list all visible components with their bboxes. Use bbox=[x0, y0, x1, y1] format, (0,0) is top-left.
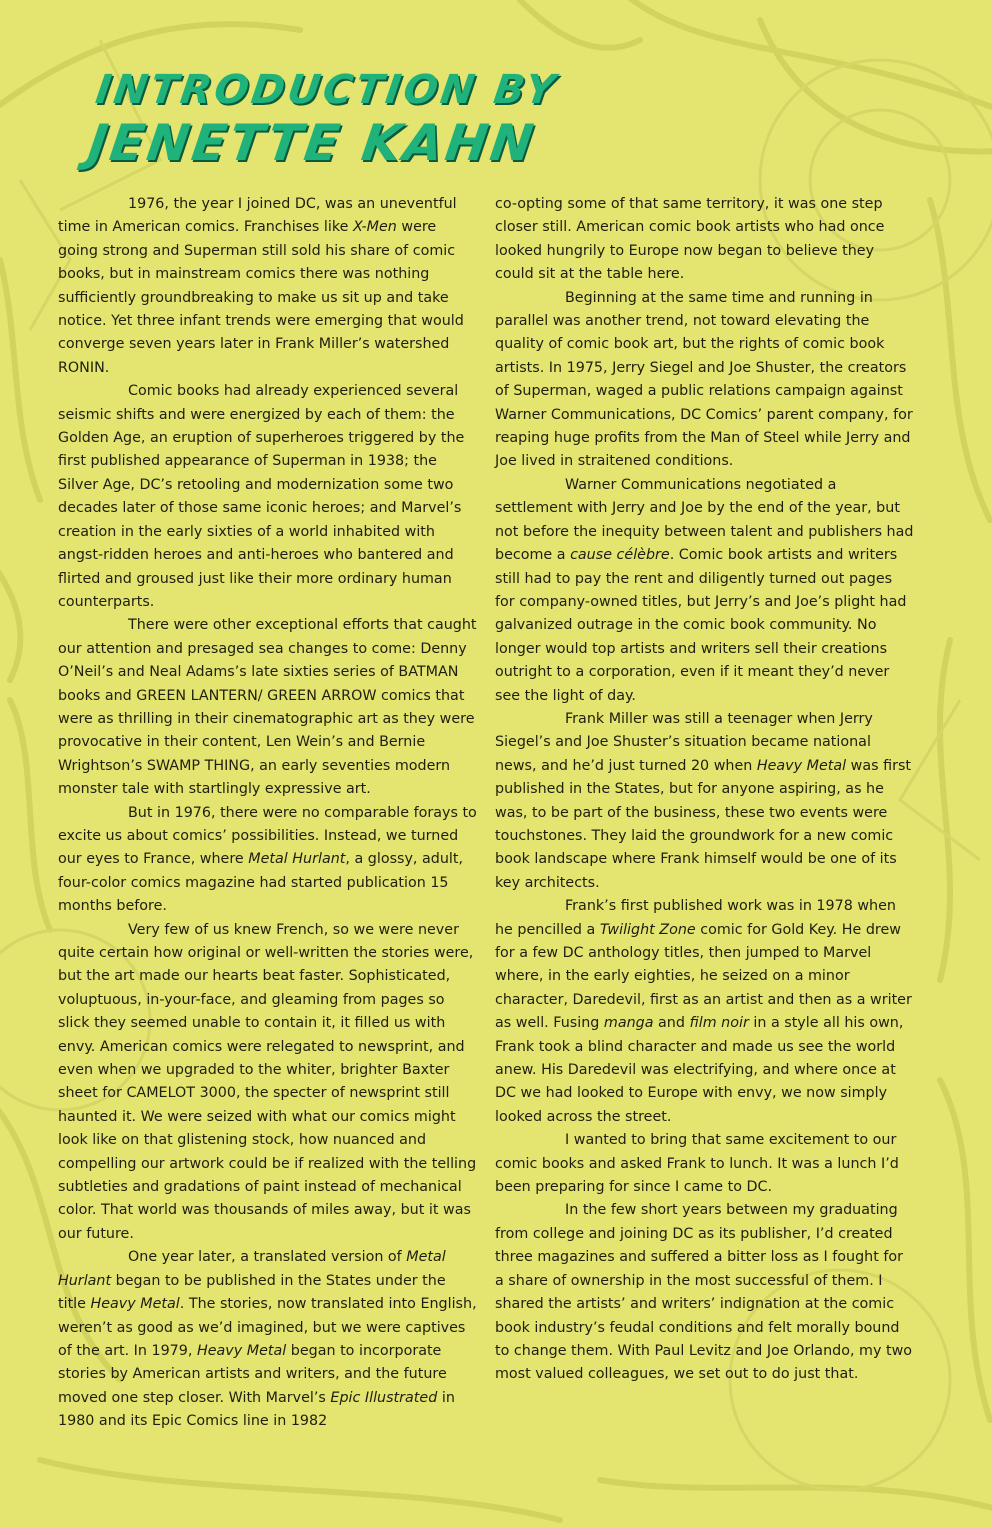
paragraph bbox=[495, 708, 915, 895]
text-run: In the few short years between my graduating from college and joining DC as its publisher, I’d created three magazines and suffered a bitter loss as I fought for a share of ownership in the most successful of them. I shared the artists’ and writers’ indignation at the comic book industry’s feudal conditions and felt morally bound to change them. With Paul Levitz and Joe Orlando, my two most valued colleagues, we set out to do just that. bbox=[495, 1202, 913, 1383]
text-run: Warner Communications negotiated a settlement with Jerry and Joe by the end of the year, but not before the inequity between talent and publishers had become a bbox=[495, 476, 914, 564]
paragraph bbox=[58, 380, 478, 614]
text-run: But in 1976, there were no comparable forays to excite us about comics’ possibilities. Instead, we turned our eyes to France, where bbox=[58, 804, 477, 868]
italic-text: film noir bbox=[689, 1015, 749, 1032]
text-run: comic for Gold Key. He drew for a few DC anthology titles, then jumped to Marvel where, in the early eighties, he seized on a minor character, Daredevil, first as an artist and then as a writer as well. Fusing bbox=[495, 921, 912, 1032]
text-run: Frank Miller was still a teenager when Jerry Siegel’s and Joe Shuster’s situation became national news, and he’d just turned 20 when bbox=[495, 710, 873, 774]
text-run: and bbox=[653, 1015, 690, 1032]
title-line-1: INTRODUCTION BY bbox=[92, 67, 561, 113]
italic-text: manga bbox=[603, 1015, 654, 1032]
text-run: I wanted to bring that same excitement to our comic books and asked Frank to lunch. It was a lunch I’d been preparing for since I came to DC. bbox=[495, 1132, 899, 1196]
paragraph bbox=[58, 614, 478, 801]
italic-text: Heavy Metal bbox=[196, 1342, 287, 1359]
right-text-column bbox=[495, 193, 915, 1387]
italic-text: Heavy Metal bbox=[756, 757, 847, 774]
italic-text: Metal Hurlant bbox=[248, 851, 346, 868]
text-run: There were other exceptional efforts that caught our attention and presaged sea changes to come: Denny O’Neil’s and Neal Adams’s late sixties series of BATMAN books and GREEN LANTERN/ GREEN ARROW comics that were as thrilling in their cinematographic art as they were provocative in their content, Len Wein’s and Bernie Wrightson’s SWAMP THING, an early seventies modern monster tale with startlingly expressive art. bbox=[58, 617, 477, 798]
paragraph bbox=[58, 1246, 478, 1433]
italic-text: Metal Hurlant bbox=[58, 1249, 446, 1289]
paragraph bbox=[495, 287, 915, 474]
text-run: 1976, the year I joined DC, was an uneventful time in American comics. Franchises like bbox=[58, 196, 457, 236]
left-text-column bbox=[58, 193, 478, 1434]
text-run: Very few of us knew French, so we were never quite certain how original or well-written the stories were, but the art made our hearts beat faster. Sophisticated, voluptuous, in-your-face, and gleaming from pages so slick they seemed unable to contain it, it filled us with envy. American comics were relegated to newsprint, and even when we upgraded to the whiter, brighter Baxter sheet for CAMELOT 3000, the specter of newsprint still haunted it. We were seized with what our comics might look like on that glistening stock, how nuanced and compelling our artwork could be if realized with the telling subtleties and gradations of paint instead of mechanical color. That world was thousands of miles away, but it was our future. bbox=[58, 921, 477, 1242]
italic-text: X-Men bbox=[352, 219, 397, 236]
text-run: Frank’s first published work was in 1978 when he pencilled a bbox=[495, 898, 896, 938]
italic-text: Epic Illustrated bbox=[330, 1389, 438, 1406]
text-run: . The stories, now translated into English, weren’t as good as we’d imagined, but we were captives of the art. In 1979, bbox=[58, 1296, 477, 1359]
text-run: in a style all his own, Frank took a blind character and made us see the world anew. His Daredevil was electrifying, and where once at DC we had looked to Europe with envy, we now simply looked across the street. bbox=[495, 1015, 904, 1125]
text-run: Comic books had already experienced several seismic shifts and were energized by each of them: the Golden Age, an eruption of superheroes triggered by the first published appearance of Superman in 1938; the Silver Age, DC’s retooling and modernization some two decades later of those same iconic heroes; and Marvel’s creation in the early sixties of a world inhabited with angst-ridden heroes and anti-heroes who bantered and flirted and groused just like their more ordinary human counterparts. bbox=[58, 383, 465, 610]
paragraph bbox=[58, 193, 478, 380]
text-run: . Comic book artists and writers still had to pay the rent and diligently turned out pages for company-owned titles, but Jerry’s and Joe’s plight had galvanized outrage in the comic book community. No longer would top artists and writers sell their creations outright to a corporation, even if it meant they’d never see the light of day. bbox=[495, 547, 907, 704]
italic-text: Twilight Zone bbox=[599, 921, 696, 938]
text-run: co-opting some of that same territory, it was one step closer still. American comic book artists who had once looked hungrily to Europe now began to believe they could sit at the table here. bbox=[495, 196, 885, 283]
paragraph bbox=[495, 1199, 915, 1386]
paragraph bbox=[58, 802, 478, 919]
paragraph bbox=[495, 895, 915, 1129]
italic-text: Heavy Metal bbox=[90, 1296, 180, 1313]
paragraph bbox=[495, 474, 915, 708]
text-run: were going strong and Superman still sold his share of comic books, but in mainstream comics there was nothing sufficiently groundbreaking to make us sit up and take notice. Yet three infant trends were emerging that would converge seven years later in Frank Miller’s watershed RONIN. bbox=[58, 219, 464, 376]
text-run: began to incorporate stories by American artists and writers, and the future moved one step closer. With Marvel’s bbox=[58, 1342, 447, 1406]
page-title bbox=[85, 66, 561, 172]
text-run: Beginning at the same time and running in parallel was another trend, not toward elevating the quality of comic book art, but the rights of comic book artists. In 1975, Jerry Siegel and Joe Shuster, the creators of Superman, waged a public relations campaign against Warner Communications, DC Comics’ parent company, for reaping huge profits from the Man of Steel while Jerry and Joe lived in straitened conditions. bbox=[495, 289, 913, 470]
text-run: One year later, a translated version of bbox=[128, 1249, 407, 1266]
paragraph bbox=[58, 919, 478, 1247]
text-run: was first published in the States, but for anyone aspiring, as he was, to be part of the business, these two events were touchstones. They laid the groundwork for a new comic book landscape where Frank himself would be one of its key architects. bbox=[495, 757, 912, 891]
title-line-2: JENETTE KAHN bbox=[84, 114, 540, 172]
text-run: in 1980 and its Epic Comics line in 1982 bbox=[58, 1389, 455, 1430]
paragraph bbox=[495, 1129, 915, 1199]
italic-text: cause célèbre bbox=[570, 547, 670, 564]
text-run: began to be published in the States under the title bbox=[58, 1272, 446, 1313]
text-run: , a glossy, adult, four-color comics magazine had started publication 15 months before. bbox=[58, 851, 464, 915]
paragraph bbox=[495, 193, 915, 287]
